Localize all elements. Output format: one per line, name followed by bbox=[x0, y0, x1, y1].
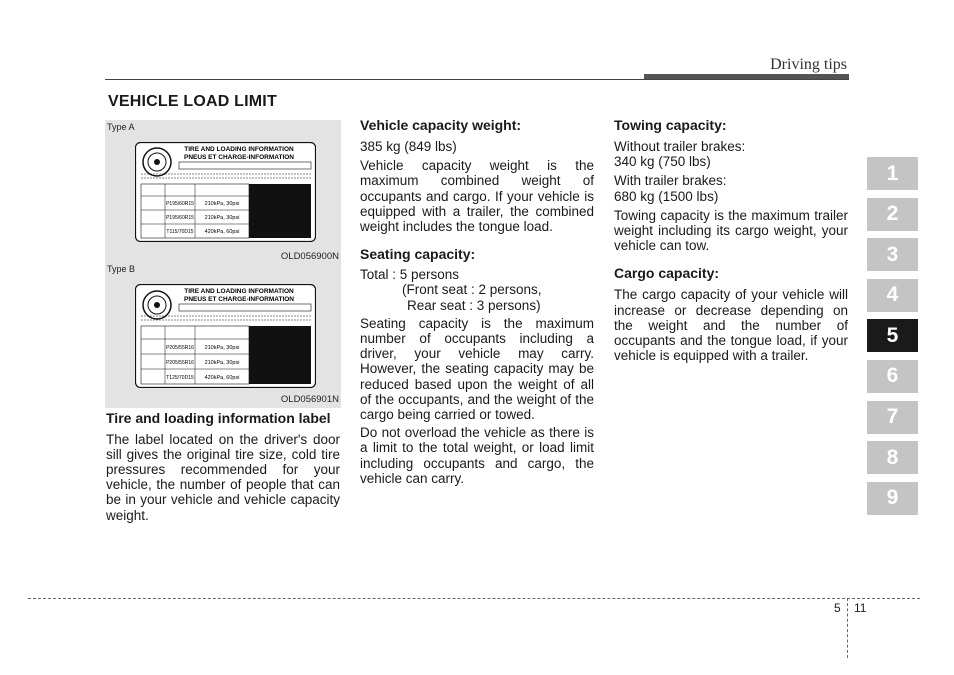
footer-page-number: 11 bbox=[854, 601, 867, 615]
with-brakes-value: 680 kg (1500 lbs) bbox=[614, 188, 719, 204]
sticker-pressure-cell: 210kPa, 30psi bbox=[204, 215, 240, 221]
chapter-tabs bbox=[867, 157, 918, 522]
cargo-capacity-heading: Cargo capacity: bbox=[614, 265, 720, 282]
chapter-tab-7[interactable]: 7 bbox=[867, 401, 918, 434]
chapter-tab-9[interactable]: 9 bbox=[867, 482, 918, 515]
seating-rear: Rear seat : 3 persons) bbox=[407, 297, 541, 313]
sticker-subtitle: PNEUS ET CHARGE-INFORMATION bbox=[183, 296, 295, 303]
vehicle-capacity-value: 385 kg (849 lbs) bbox=[360, 139, 457, 154]
figure-type-label: Type B bbox=[107, 264, 136, 274]
sticker-pressure-cell: 420kPa, 60psi bbox=[204, 375, 240, 381]
sticker-pressure-cell: 210kPa, 30psi bbox=[204, 360, 240, 366]
chapter-tab-4[interactable]: 4 bbox=[867, 279, 918, 312]
vehicle-capacity-heading: Vehicle capacity weight: bbox=[360, 117, 522, 133]
seating-total: Total : 5 persons bbox=[360, 267, 460, 283]
sticker-size-cell: P205/55R16 bbox=[166, 360, 194, 366]
sticker-pressure-cell: 420kPa, 60psi bbox=[204, 229, 240, 235]
overload-paragraph: Do not overload the vehicle as there is a limit to the total weight, or load limit including occupants and cargo, the vehicle can carry. bbox=[360, 425, 594, 486]
sticker-title: TIRE AND LOADING INFORMATION bbox=[184, 288, 294, 295]
seating-capacity-paragraph: Seating capacity is the maximum number of occupants including a driver, your vehicle may carry. However, the seating capacity may be reduced based upon the weight of all of the occupants, and the weight of the cargo being carried or towed. bbox=[360, 315, 594, 423]
chapter-tab-6[interactable]: 6 bbox=[867, 360, 918, 393]
sticker-size-cell: T125/70D15 bbox=[166, 375, 194, 381]
tire-loading-sticker-b bbox=[135, 284, 316, 388]
chapter-tab-2[interactable]: 2 bbox=[867, 198, 918, 231]
sticker-size-cell: P205/55R16 bbox=[166, 345, 194, 351]
sticker-title: TIRE AND LOADING INFORMATION bbox=[184, 146, 294, 153]
figure-type-label: Type A bbox=[107, 122, 135, 132]
column-2-text bbox=[360, 117, 594, 486]
sticker-pressure-cell: 210kPa, 30psi bbox=[204, 345, 240, 351]
footer-chapter-number: 5 bbox=[834, 601, 841, 615]
vehicle-capacity-paragraph: Vehicle capacity weight is the maximum combined weight of occupants and cargo. If your vehicle is equipped with a trailer, the combined weight includes the tongue load. bbox=[360, 158, 594, 235]
footer-rule bbox=[28, 598, 920, 599]
chapter-tab-1[interactable]: 1 bbox=[867, 157, 918, 190]
with-brakes-label: With trailer brakes: bbox=[614, 173, 727, 189]
sticker-size-cell: P195/60R15 bbox=[166, 215, 194, 221]
chapter-tab-5[interactable]: 5 bbox=[867, 319, 918, 352]
without-brakes-value: 340 kg (750 lbs) bbox=[614, 154, 711, 170]
label-figure-b bbox=[105, 262, 341, 408]
seating-capacity-heading: Seating capacity: bbox=[360, 246, 476, 263]
chapter-tab-8[interactable]: 8 bbox=[867, 441, 918, 474]
sticker-size-cell: P195/60R15 bbox=[166, 201, 194, 207]
tire-loading-sticker-a bbox=[135, 142, 316, 242]
figure-code: OLD056901N bbox=[280, 394, 339, 405]
footer-divider bbox=[847, 598, 848, 658]
tire-loading-paragraph: The label located on the driver's door sill gives the original tire size, cold tire pressures recommended for your vehicle, the number of people that can be in your vehicle and vehicle capacity weight. bbox=[106, 431, 340, 523]
column-1-text bbox=[106, 411, 340, 523]
towing-capacity-heading: Towing capacity: bbox=[614, 117, 727, 133]
cargo-capacity-paragraph: The cargo capacity of your vehicle will increase or decrease depending on the weight and the number of occupants and the tongue load, if your vehicle is equipped with a trailer. bbox=[614, 287, 848, 364]
seating-front: (Front seat : 2 persons, bbox=[402, 282, 542, 298]
sticker-subtitle: PNEUS ET CHARGE-INFORMATION bbox=[183, 154, 295, 161]
column-3-text bbox=[614, 117, 848, 363]
sticker-size-cell: T115/70D15 bbox=[166, 229, 194, 235]
figure-code: OLD056900N bbox=[280, 251, 339, 262]
section-title: VEHICLE LOAD LIMIT bbox=[108, 93, 277, 110]
header-rule bbox=[105, 79, 849, 80]
chapter-header-title: Driving tips bbox=[770, 56, 847, 73]
towing-capacity-paragraph: Towing capacity is the maximum trailer weight including its cargo weight, your vehicle can tow. bbox=[614, 207, 848, 254]
label-figure-a bbox=[105, 120, 341, 262]
chapter-tab-3[interactable]: 3 bbox=[867, 238, 918, 271]
without-brakes-label: Without trailer brakes: bbox=[614, 139, 746, 154]
tire-loading-heading: Tire and loading information label bbox=[106, 410, 331, 426]
sticker-pressure-cell: 210kPa, 30psi bbox=[204, 201, 240, 207]
